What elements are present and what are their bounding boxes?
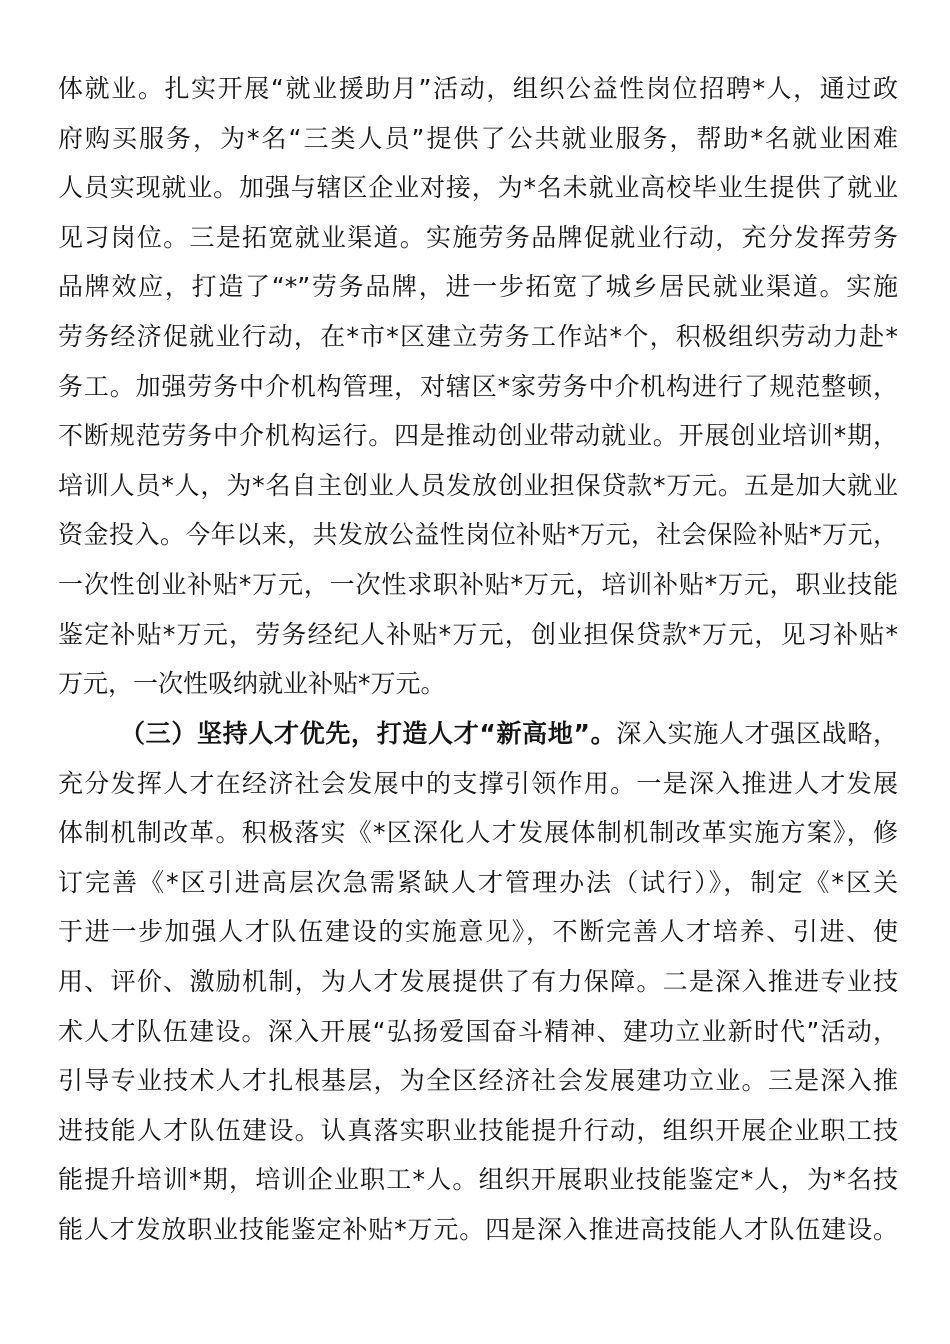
heading-continuation: 深入实施人才强区战略， <box>616 719 898 748</box>
paragraph-line: 充分发挥人才在经济社会发展中的支撑引领作用。一是深入推进人才发展 <box>58 768 898 798</box>
paragraph-line: 劳务经济促就业行动，在*市*区建立劳务工作站*个，积极组织劳动力赴* <box>58 321 898 351</box>
paragraph-line: 见习岗位。三是拓宽就业渠道。实施劳务品牌促就业行动，充分发挥劳务 <box>58 222 898 252</box>
paragraph-line: 一次性创业补贴*万元，一次性求职补贴*万元，培训补贴*万元，职业技能 <box>58 569 898 599</box>
paragraph-line: 用、评价、激励机制，为人才发展提供了有力保障。二是深入推进专业技 <box>58 966 898 996</box>
paragraph-line: 订完善《*区引进高层次急需紧缺人才管理办法（试行）》，制定《*区关 <box>58 867 898 897</box>
paragraph-line: 不断规范劳务中介机构运行。四是推动创业带动就业。开展创业培训*期， <box>58 421 898 451</box>
paragraph-employment <box>58 64 898 709</box>
section-heading: （三）坚持人才优先，打造人才“新高地”。 <box>120 719 617 748</box>
paragraph-talent <box>58 709 898 1255</box>
paragraph-line: 务工。加强劳务中介机构管理，对辖区*家劳务中介机构进行了规范整顿， <box>58 371 898 401</box>
paragraph-line: 品牌效应，打造了“*”劳务品牌，进一步拓宽了城乡居民就业渠道。实施 <box>58 272 898 302</box>
paragraph-line: 能人才发放职业技能鉴定补贴*万元。四是深入推进高技能人才队伍建设。 <box>58 1214 898 1244</box>
paragraph-line: 资金投入。今年以来，共发放公益性岗位补贴*万元，社会保险补贴*万元， <box>58 520 898 550</box>
paragraph-line: 于进一步加强人才队伍建设的实施意见》，不断完善人才培养、引进、使 <box>58 917 898 947</box>
paragraph-line: 体就业。扎实开展“就业援助月”活动，组织公益性岗位招聘*人，通过政 <box>58 74 898 103</box>
paragraph-first-line <box>58 709 898 759</box>
paragraph-line: 能提升培训*期，培训企业职工*人。组织开展职业技能鉴定*人，为*名技 <box>58 1165 898 1195</box>
paragraph-line: 府购买服务，为*名“三类人员”提供了公共就业服务，帮助*名就业困难 <box>58 123 898 153</box>
paragraph-line: 体制机制改革。积极落实《*区深化人才发展体制机制改革实施方案》，修 <box>58 818 898 848</box>
paragraph-line: 培训人员*人，为*名自主创业人员发放创业担保贷款*万元。五是加大就业 <box>58 470 898 500</box>
paragraph-line: 万元，一次性吸纳就业补贴*万元。 <box>58 669 446 699</box>
paragraph-line: 术人才队伍建设。深入开展“弘扬爱国奋斗精神、建功立业新时代”活动， <box>58 1016 898 1046</box>
paragraph-line: 鉴定补贴*万元，劳务经纪人补贴*万元，创业担保贷款*万元，见习补贴* <box>58 619 898 649</box>
paragraph-line: 引导专业技术人才扎根基层，为全区经济社会发展建功立业。三是深入推 <box>58 1066 898 1096</box>
paragraph-line: 人员实现就业。加强与辖区企业对接，为*名未就业高校毕业生提供了就业 <box>58 173 898 203</box>
paragraph-line: 进技能人才队伍建设。认真落实职业技能提升行动，组织开展企业职工技 <box>58 1115 898 1145</box>
